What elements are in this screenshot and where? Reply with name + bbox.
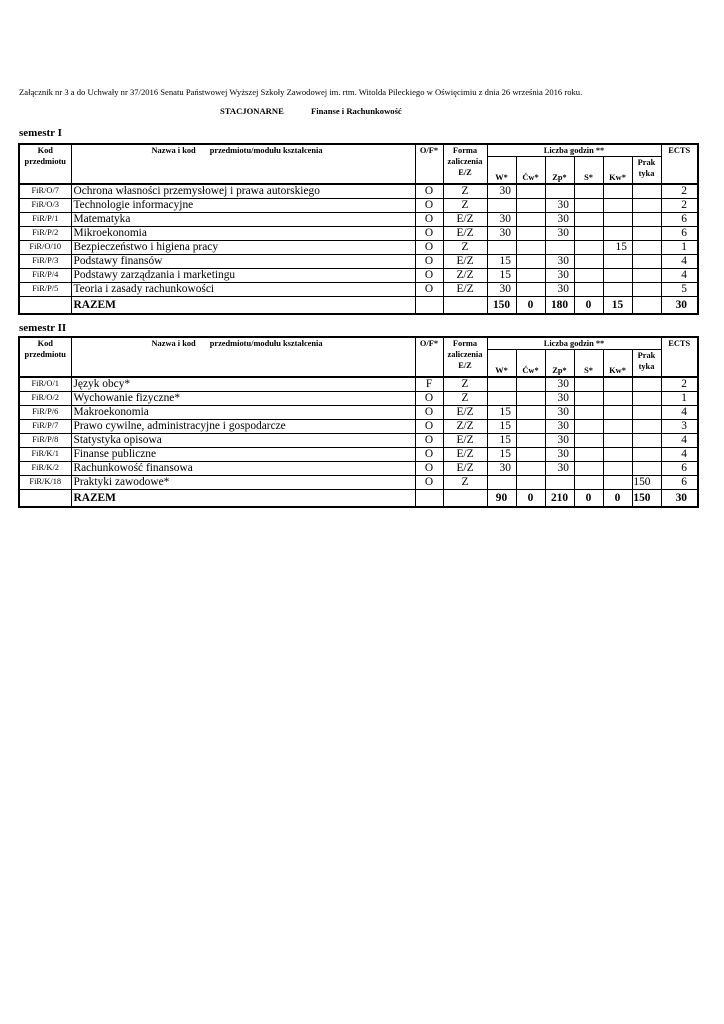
course-name: Technologie informacyjne: [71, 199, 415, 213]
table-row: [19, 184, 698, 199]
hours-kw: [603, 476, 632, 490]
course-form: Z: [443, 199, 487, 213]
hours-cw: [516, 199, 545, 213]
hours-kw: [603, 269, 632, 283]
total-ects: 30: [661, 490, 698, 508]
hours-praktyka: [632, 283, 661, 297]
course-of: O: [415, 434, 443, 448]
course-form: E/Z: [443, 283, 487, 297]
table-row: [19, 434, 698, 448]
hours-praktyka: [632, 199, 661, 213]
table-row: [19, 448, 698, 462]
total-form: [443, 297, 487, 315]
total-s: 0: [574, 297, 603, 315]
hours-zp: 30: [545, 283, 574, 297]
hours-zp: 30: [545, 213, 574, 227]
total-praktyka: 150: [632, 490, 661, 508]
course-ects: 4: [661, 255, 698, 269]
course-form: Z: [443, 241, 487, 255]
table-row: [19, 283, 698, 297]
hours-cw: [516, 255, 545, 269]
hours-zp: 30: [545, 377, 574, 392]
hours-praktyka: [632, 213, 661, 227]
course-code: FiR/P/2: [19, 227, 71, 241]
course-form: E/Z: [443, 448, 487, 462]
hours-praktyka: [632, 241, 661, 255]
table-row: [19, 227, 698, 241]
hours-kw: [603, 448, 632, 462]
total-cw: 0: [516, 490, 545, 508]
semester-table: [18, 336, 699, 508]
total-row: [19, 297, 698, 315]
hours-w: [487, 377, 516, 392]
header-cw: Ćw*: [516, 157, 545, 185]
total-row: [19, 490, 698, 508]
hours-w: [487, 241, 516, 255]
course-code: FiR/P/6: [19, 406, 71, 420]
hours-cw: [516, 241, 545, 255]
course-of: O: [415, 213, 443, 227]
hours-praktyka: [632, 255, 661, 269]
hours-s: [574, 184, 603, 199]
course-form: Z: [443, 184, 487, 199]
hours-s: [574, 392, 603, 406]
hours-s: [574, 420, 603, 434]
hours-w: 15: [487, 269, 516, 283]
hours-praktyka: [632, 434, 661, 448]
hours-s: [574, 406, 603, 420]
hours-s: [574, 377, 603, 392]
course-of: O: [415, 199, 443, 213]
total-kw: 15: [603, 297, 632, 315]
table-row: [19, 406, 698, 420]
table-row: [19, 255, 698, 269]
hours-praktyka: [632, 184, 661, 199]
header-code: Kod przedmiotu: [19, 144, 71, 184]
course-ects: 3: [661, 420, 698, 434]
table-row: [19, 241, 698, 255]
hours-cw: [516, 420, 545, 434]
table-row: [19, 213, 698, 227]
course-name: Teoria i zasady rachunkowości: [71, 283, 415, 297]
course-form: E/Z: [443, 227, 487, 241]
course-ects: 2: [661, 377, 698, 392]
course-name: Mikroekonomia: [71, 227, 415, 241]
course-code: FiR/O/2: [19, 392, 71, 406]
course-of: O: [415, 448, 443, 462]
total-zp: 210: [545, 490, 574, 508]
header-form: Forma zaliczenia E/Z: [443, 337, 487, 377]
hours-s: [574, 283, 603, 297]
hours-kw: [603, 377, 632, 392]
course-ects: 2: [661, 199, 698, 213]
hours-cw: [516, 392, 545, 406]
course-ects: 6: [661, 213, 698, 227]
course-of: O: [415, 420, 443, 434]
course-name: Rachunkowość finansowa: [71, 462, 415, 476]
hours-cw: [516, 462, 545, 476]
course-name: Wychowanie fizyczne*: [71, 392, 415, 406]
course-code: FiR/K/18: [19, 476, 71, 490]
header-zp: Zp*: [545, 350, 574, 378]
hours-zp: 30: [545, 406, 574, 420]
course-form: Z/Z: [443, 420, 487, 434]
header-kw: Kw*: [603, 157, 632, 185]
hours-s: [574, 213, 603, 227]
semester-title: semestr II: [19, 322, 67, 334]
hours-kw: [603, 406, 632, 420]
header-name: [71, 144, 415, 184]
hours-zp: 30: [545, 255, 574, 269]
header-note: Załącznik nr 3 a do Uchwały nr 37/2016 Senatu Państwowej Wyższej Szkoły Zawodowej im. rtm. Witolda Pileckiego w Oświęcimiu z dnia 26 września 2016 roku.: [19, 87, 583, 97]
course-name: Finanse publiczne: [71, 448, 415, 462]
course-of: O: [415, 476, 443, 490]
course-form: Z: [443, 392, 487, 406]
hours-praktyka: [632, 377, 661, 392]
course-of: O: [415, 241, 443, 255]
table-row: [19, 392, 698, 406]
course-of: O: [415, 255, 443, 269]
course-ects: 4: [661, 406, 698, 420]
course-code: FiR/K/2: [19, 462, 71, 476]
course-of: O: [415, 227, 443, 241]
hours-s: [574, 227, 603, 241]
header-name-left: Nazwa i kod: [151, 146, 196, 155]
header-name: [71, 337, 415, 377]
hours-zp: 30: [545, 448, 574, 462]
course-form: E/Z: [443, 406, 487, 420]
course-ects: 1: [661, 392, 698, 406]
header-of: O/F*: [415, 337, 443, 377]
course-name: Prawo cywilne, administracyjne i gospodarcze: [71, 420, 415, 434]
hours-s: [574, 255, 603, 269]
semester-title: semestr I: [19, 127, 62, 139]
course-form: Z/Z: [443, 269, 487, 283]
table-row: [19, 377, 698, 392]
hours-zp: [545, 476, 574, 490]
header-s: S*: [574, 350, 603, 378]
total-praktyka: [632, 297, 661, 315]
course-name: Praktyki zawodowe*: [71, 476, 415, 490]
hours-w: 15: [487, 255, 516, 269]
course-ects: 4: [661, 448, 698, 462]
course-code: FiR/O/1: [19, 377, 71, 392]
header-zp: Zp*: [545, 157, 574, 185]
header-praktyka: Praktyka: [632, 157, 661, 185]
header-hours: Liczba godzin **: [487, 144, 661, 157]
header-name-right: przedmiotu/modułu kształcenia: [209, 339, 323, 348]
header-praktyka: Praktyka: [632, 350, 661, 378]
course-code: FiR/P/7: [19, 420, 71, 434]
hours-zp: [545, 184, 574, 199]
course-form: Z: [443, 377, 487, 392]
total-w: 150: [487, 297, 516, 315]
course-of: O: [415, 184, 443, 199]
course-form: E/Z: [443, 213, 487, 227]
hours-kw: [603, 462, 632, 476]
course-name: Matematyka: [71, 213, 415, 227]
hours-s: [574, 462, 603, 476]
total-form: [443, 490, 487, 508]
header-cw: Ćw*: [516, 350, 545, 378]
hours-w: [487, 476, 516, 490]
hours-cw: [516, 448, 545, 462]
course-code: FiR/P/4: [19, 269, 71, 283]
course-form: E/Z: [443, 255, 487, 269]
total-cw: 0: [516, 297, 545, 315]
hours-w: 15: [487, 434, 516, 448]
total-label: RAZEM: [71, 490, 415, 508]
hours-zp: 30: [545, 462, 574, 476]
hours-w: 30: [487, 227, 516, 241]
course-of: O: [415, 269, 443, 283]
hours-s: [574, 434, 603, 448]
course-name: Statystyka opisowa: [71, 434, 415, 448]
course-of: O: [415, 462, 443, 476]
hours-w: 15: [487, 406, 516, 420]
hours-praktyka: [632, 406, 661, 420]
course-ects: 2: [661, 184, 698, 199]
hours-cw: [516, 283, 545, 297]
hours-cw: [516, 406, 545, 420]
total-w: 90: [487, 490, 516, 508]
course-name: Podstawy finansów: [71, 255, 415, 269]
course-code: FiR/P/3: [19, 255, 71, 269]
semester-table: [18, 143, 699, 315]
header-of: O/F*: [415, 144, 443, 184]
course-ects: 6: [661, 227, 698, 241]
course-name: Makroekonomia: [71, 406, 415, 420]
hours-kw: [603, 199, 632, 213]
hours-praktyka: [632, 462, 661, 476]
hours-cw: [516, 184, 545, 199]
course-code: FiR/P/5: [19, 283, 71, 297]
course-ects: 5: [661, 283, 698, 297]
total-kw: 0: [603, 490, 632, 508]
header-ects: ECTS: [661, 337, 698, 377]
hours-kw: [603, 227, 632, 241]
hours-zp: 30: [545, 392, 574, 406]
course-name: Bezpieczeństwo i higiena pracy: [71, 241, 415, 255]
hours-zp: 30: [545, 434, 574, 448]
hours-s: [574, 199, 603, 213]
course-of: O: [415, 406, 443, 420]
table-row: [19, 476, 698, 490]
total-code: [19, 297, 71, 315]
hours-kw: 15: [603, 241, 632, 255]
header-name-right: przedmiotu/modułu kształcenia: [209, 146, 323, 155]
total-s: 0: [574, 490, 603, 508]
course-form: E/Z: [443, 434, 487, 448]
course-ects: 4: [661, 269, 698, 283]
total-zp: 180: [545, 297, 574, 315]
header-ects: ECTS: [661, 144, 698, 184]
hours-w: 30: [487, 462, 516, 476]
table-row: [19, 462, 698, 476]
hours-zp: 30: [545, 269, 574, 283]
hours-zp: 30: [545, 420, 574, 434]
course-ects: 4: [661, 434, 698, 448]
course-ects: 6: [661, 462, 698, 476]
course-code: FiR/O/10: [19, 241, 71, 255]
course-form: E/Z: [443, 462, 487, 476]
course-form: Z: [443, 476, 487, 490]
course-ects: 6: [661, 476, 698, 490]
hours-w: 15: [487, 420, 516, 434]
hours-s: [574, 476, 603, 490]
hours-cw: [516, 377, 545, 392]
study-mode: STACJONARNE: [220, 106, 284, 116]
header-form: Forma zaliczenia E/Z: [443, 144, 487, 184]
hours-cw: [516, 227, 545, 241]
header-w: W*: [487, 157, 516, 185]
hours-kw: [603, 283, 632, 297]
hours-praktyka: [632, 269, 661, 283]
hours-zp: [545, 241, 574, 255]
hours-w: 15: [487, 448, 516, 462]
hours-zp: 30: [545, 199, 574, 213]
header-kw: Kw*: [603, 350, 632, 378]
hours-s: [574, 448, 603, 462]
course-code: FiR/P/8: [19, 434, 71, 448]
course-of: F: [415, 377, 443, 392]
hours-w: [487, 392, 516, 406]
table-row: [19, 269, 698, 283]
total-of: [415, 297, 443, 315]
total-label: RAZEM: [71, 297, 415, 315]
hours-s: [574, 241, 603, 255]
hours-w: [487, 199, 516, 213]
header-name-left: Nazwa i kod: [151, 339, 196, 348]
course-of: O: [415, 283, 443, 297]
hours-kw: [603, 213, 632, 227]
table-row: [19, 420, 698, 434]
hours-kw: [603, 420, 632, 434]
hours-praktyka: [632, 392, 661, 406]
header-hours: Liczba godzin **: [487, 337, 661, 350]
total-of: [415, 490, 443, 508]
course-of: O: [415, 392, 443, 406]
total-ects: 30: [661, 297, 698, 315]
course-code: FiR/O/7: [19, 184, 71, 199]
course-code: FiR/P/1: [19, 213, 71, 227]
course-name: Język obcy*: [71, 377, 415, 392]
hours-kw: [603, 184, 632, 199]
course-ects: 1: [661, 241, 698, 255]
hours-cw: [516, 476, 545, 490]
hours-kw: [603, 392, 632, 406]
hours-kw: [603, 255, 632, 269]
header-s: S*: [574, 157, 603, 185]
course-name: Ochrona własności przemysłowej i prawa autorskiego: [71, 184, 415, 199]
total-code: [19, 490, 71, 508]
header-code: Kod przedmiotu: [19, 337, 71, 377]
table-row: [19, 199, 698, 213]
hours-praktyka: 150: [632, 476, 661, 490]
hours-cw: [516, 269, 545, 283]
hours-s: [574, 269, 603, 283]
course-name: Podstawy zarządzania i marketingu: [71, 269, 415, 283]
hours-praktyka: [632, 448, 661, 462]
hours-praktyka: [632, 420, 661, 434]
hours-w: 30: [487, 283, 516, 297]
course-code: FiR/K/1: [19, 448, 71, 462]
hours-cw: [516, 213, 545, 227]
hours-w: 30: [487, 184, 516, 199]
hours-cw: [516, 434, 545, 448]
hours-w: 30: [487, 213, 516, 227]
course-code: FiR/O/3: [19, 199, 71, 213]
hours-praktyka: [632, 227, 661, 241]
field-of-study: Finanse i Rachunkowość: [311, 106, 402, 116]
header-w: W*: [487, 350, 516, 378]
hours-kw: [603, 434, 632, 448]
hours-zp: 30: [545, 227, 574, 241]
